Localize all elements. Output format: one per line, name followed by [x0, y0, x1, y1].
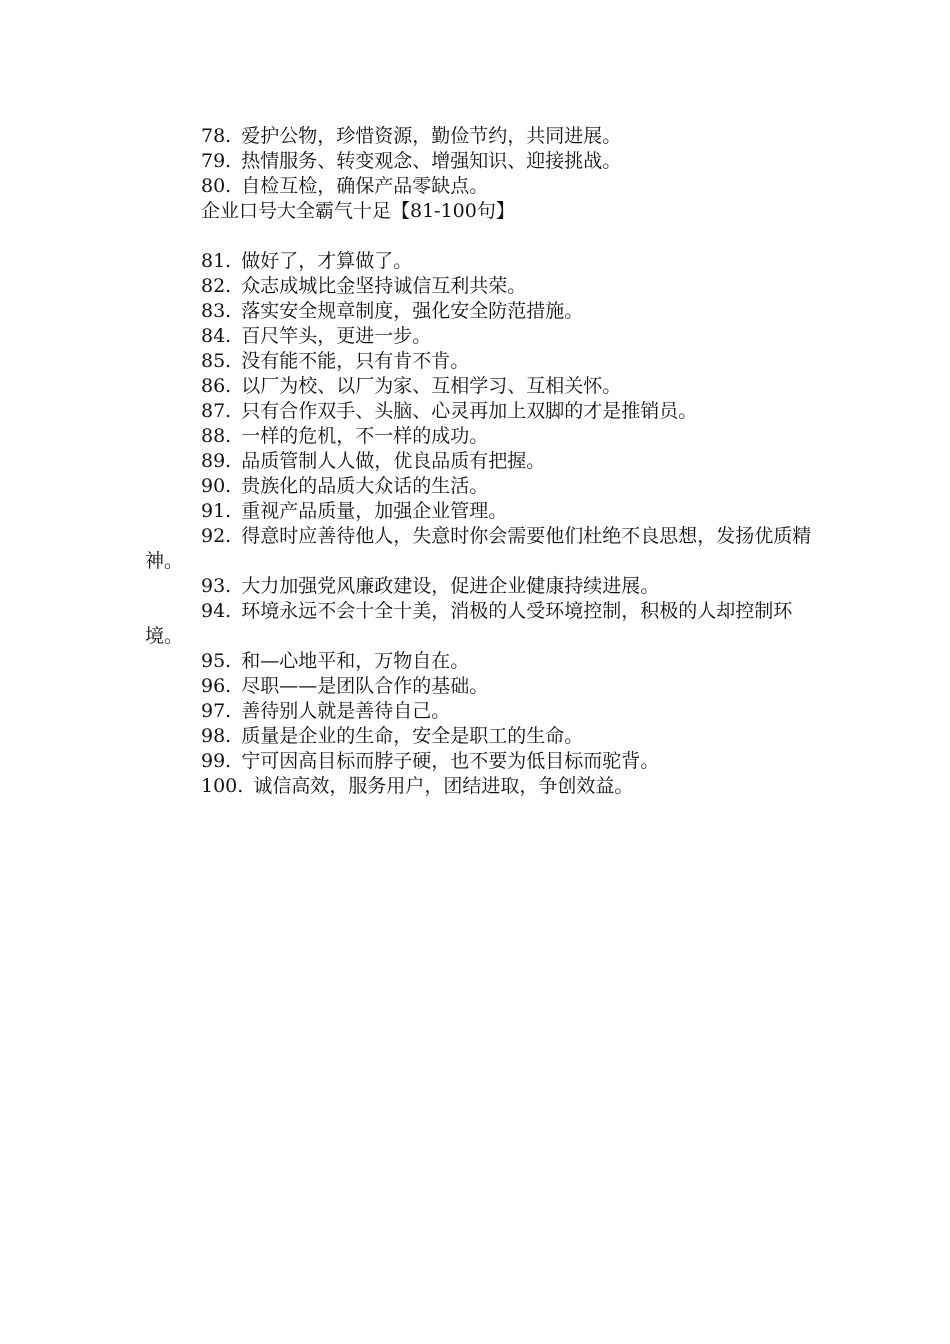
- item-text: 贵族化的品质大众话的生活。: [241, 475, 489, 497]
- item-text: 诚信高效，服务用户，团结进取，争创效益。: [253, 775, 634, 797]
- section-heading: 企业口号大全霸气十足【81-100句】: [201, 200, 515, 222]
- item-text: 宁可因高目标而脖子硬，也不要为低目标而驼背。: [241, 750, 660, 772]
- item-text: 只有合作双手、头脑、心灵再加上双脚的才是推销员。: [241, 400, 698, 422]
- item-number: 94.: [201, 600, 232, 622]
- list-item: [145, 524, 815, 574]
- document-body: [145, 124, 815, 799]
- item-number: 88.: [201, 425, 232, 447]
- item-text: 做好了，才算做了。: [241, 250, 413, 272]
- item-number: 87.: [201, 400, 232, 422]
- item-number: 79.: [201, 150, 232, 172]
- list-item: [145, 149, 815, 174]
- item-text: 质量是企业的生命，安全是职工的生命。: [241, 725, 584, 747]
- list-item: [145, 174, 815, 199]
- list-item: [145, 599, 815, 649]
- list-item: [145, 249, 815, 274]
- list-item: [145, 399, 815, 424]
- item-text: 和—心地平和，万物自在。: [241, 650, 470, 672]
- list-item: [145, 274, 815, 299]
- list-item: [145, 699, 815, 724]
- item-text: 一样的危机，不一样的成功。: [241, 425, 489, 447]
- item-number: 91.: [201, 500, 232, 522]
- list-item: [145, 749, 815, 774]
- list-item: [145, 324, 815, 349]
- item-number: 92.: [201, 525, 232, 547]
- item-text: 大力加强党风廉政建设，促进企业健康持续进展。: [241, 575, 660, 597]
- item-number: 95.: [201, 650, 232, 672]
- item-text: 自检互检，确保产品零缺点。: [241, 175, 489, 197]
- list-item: [145, 124, 815, 149]
- list-item: [145, 774, 815, 799]
- item-number: 93.: [201, 575, 232, 597]
- list-item: [145, 374, 815, 399]
- item-text: 百尺竿头，更进一步。: [241, 325, 432, 347]
- item-number: 83.: [201, 300, 232, 322]
- blank-line: [145, 224, 815, 249]
- list-item: [145, 649, 815, 674]
- item-text: 热情服务、转变观念、增强知识、迎接挑战。: [241, 150, 622, 172]
- list-item: [145, 349, 815, 374]
- item-number: 84.: [201, 325, 232, 347]
- item-number: 100.: [201, 775, 244, 797]
- list-item: [145, 424, 815, 449]
- item-text: 没有能不能，只有肯不肯。: [241, 350, 470, 372]
- item-text: 品质管制人人做，优良品质有把握。: [241, 450, 546, 472]
- item-number: 96.: [201, 675, 232, 697]
- item-text: 以厂为校、以厂为家、互相学习、互相关怀。: [241, 375, 622, 397]
- item-text: 众志成城比金坚持诚信互利共荣。: [241, 275, 527, 297]
- list-item: [145, 474, 815, 499]
- item-number: 86.: [201, 375, 232, 397]
- list-item: [145, 674, 815, 699]
- item-number: 99.: [201, 750, 232, 772]
- item-text: 落实安全规章制度，强化安全防范措施。: [241, 300, 584, 322]
- item-number: 80.: [201, 175, 232, 197]
- item-text: 善待别人就是善待自己。: [241, 700, 451, 722]
- item-number: 97.: [201, 700, 232, 722]
- item-number: 89.: [201, 450, 232, 472]
- item-number: 81.: [201, 250, 232, 272]
- item-text: 得意时应善待他人，失意时你会需要他们杜绝不良思想，发扬优质精神。: [145, 525, 812, 572]
- item-number: 85.: [201, 350, 232, 372]
- item-text: 尽职——是团队合作的基础。: [241, 675, 489, 697]
- item-text: 环境永远不会十全十美，消极的人受环境控制，积极的人却控制环境。: [145, 600, 793, 647]
- list-item: [145, 499, 815, 524]
- list-item: [145, 724, 815, 749]
- list-item: [145, 574, 815, 599]
- list-item: [145, 449, 815, 474]
- item-number: 82.: [201, 275, 232, 297]
- list-item: [145, 299, 815, 324]
- item-text: 重视产品质量，加强企业管理。: [241, 500, 508, 522]
- item-number: 90.: [201, 475, 232, 497]
- item-number: 78.: [201, 125, 232, 147]
- item-number: 98.: [201, 725, 232, 747]
- item-text: 爱护公物，珍惜资源，勤俭节约，共同进展。: [241, 125, 622, 147]
